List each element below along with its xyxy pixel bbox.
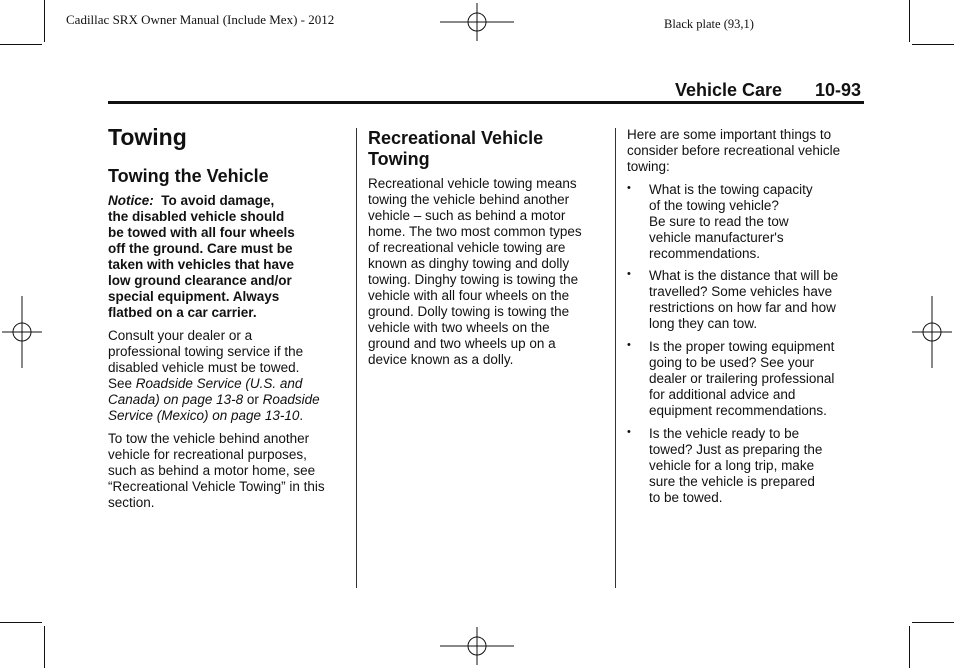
text-line: What is the towing capacity [649,182,813,197]
text-line: “Recreational Vehicle Towing” in this [108,479,325,494]
crop-mark [912,44,954,45]
text-line: towing: [627,159,670,174]
text-line: to be towed. [649,490,723,505]
notice-line: flatbed on a car carrier. [108,305,257,320]
page-title: Towing [108,124,187,150]
text-line: consider before recreational vehicle [627,143,841,158]
paragraph-rv-towing [368,176,608,368]
text-line: Recreational vehicle towing means [368,176,577,191]
crop-mark [909,626,910,668]
text-line: travelled? Some vehicles have [649,284,833,299]
text-line: section. [108,495,155,510]
bullet-icon: • [627,268,631,280]
text-line: Be sure to read the tow [649,214,789,229]
section-heading [368,128,543,170]
crop-mark [0,44,42,45]
text-line: To tow the vehicle behind another [108,431,310,446]
registration-mark-icon [2,296,42,368]
text-line: dealer or trailering professional [649,371,835,386]
text-line: such as behind a motor home, see [108,463,316,478]
text-line: vehicle with all four wheels on the [368,288,570,303]
bullet-icon: • [627,339,631,351]
text-or: or [246,392,259,407]
paragraph-tow-behind [108,431,353,511]
list-item [627,339,867,421]
header-rule [108,101,864,104]
crop-mark [0,622,42,623]
print-header-right: Black plate (93,1) [664,17,754,31]
text-period: . [299,408,304,423]
text-line: ground. Dolly towing is towing the [368,304,570,319]
text-see: See [108,376,133,391]
notice-line: low ground clearance and/or [108,273,292,288]
registration-mark-icon [440,3,514,41]
heading-line: Recreational Vehicle [368,128,544,148]
registration-mark-icon [440,627,514,665]
notice-line: To avoid damage, [161,193,275,208]
text-line: going to be used? See your [649,355,815,370]
text-line: home. The two most common types [368,224,582,239]
text-line: ground and two wheels up on a [368,336,556,351]
text-line: Consult your dealer or a [108,328,253,343]
running-head-section: Vehicle Care [675,80,783,100]
bullet-icon: • [627,182,631,194]
list-item [627,182,867,264]
notice-line: be towed with all four wheels [108,225,295,240]
notice-label: Notice: [108,193,154,208]
crop-mark [44,626,45,668]
text-line: vehicle – such as behind a motor [368,208,566,223]
text-line: disabled vehicle must be towed. [108,360,300,375]
crop-mark [909,0,910,42]
print-header-left: Cadillac SRX Owner Manual (Include Mex) - 2012 [66,12,335,27]
text-line: of the towing vehicle? [649,198,779,213]
cross-reference-link[interactable]: Roadside Service (Mexico) on page 13-10 [108,392,320,423]
text-line: restrictions on how far and how [649,300,836,315]
list-item [627,268,867,334]
text-line: What is the distance that will be [649,268,839,283]
text-line: towing. Dinghy towing is towing the [368,272,579,287]
list-item [627,426,867,508]
text-line: sure the vehicle is prepared [649,474,815,489]
text-line: vehicle with two wheels on the [368,320,550,335]
registration-mark-icon [912,296,952,368]
paragraph-consult-dealer [108,328,353,424]
column-divider [356,128,357,588]
notice-line: taken with vehicles that have [108,257,295,272]
text-line: equipment recommendations. [649,403,827,418]
paragraph-intro [627,127,867,175]
bullet-icon: • [627,426,631,438]
text-line: Is the vehicle ready to be [649,426,800,441]
notice-line: special equipment. Always [108,289,280,304]
text-line: towed? Just as preparing the [649,442,823,457]
text-line: vehicle for a long trip, make [649,458,815,473]
text-line: towing the vehicle behind another [368,192,570,207]
running-head-page-number: 10-93 [815,80,862,100]
text-line: for additional advice and [649,387,796,402]
text-line: of recreational vehicle towing are [368,240,566,255]
text-line: recommendations. [649,246,761,261]
crop-mark [912,622,954,623]
text-line: professional towing service if the [108,344,304,359]
section-heading: Towing the Vehicle [108,166,269,186]
heading-line: Towing [368,149,430,169]
text-line: Here are some important things to [627,127,832,142]
text-line: Is the proper towing equipment [649,339,835,354]
text-line: long they can tow. [649,316,758,331]
text-line: known as dinghy towing and dolly [368,256,570,271]
text-line: device known as a dolly. [368,352,514,367]
cross-reference-link[interactable]: Roadside Service (U.S. and Canada) on page 13-8 [108,376,303,407]
column-divider [615,128,616,588]
notice-line: the disabled vehicle should [108,209,285,224]
notice-block [108,193,353,321]
text-line: vehicle for recreational purposes, [108,447,307,462]
crop-mark [44,0,45,42]
text-line: vehicle manufacturer's [649,230,784,245]
notice-line: off the ground. Care must be [108,241,293,256]
